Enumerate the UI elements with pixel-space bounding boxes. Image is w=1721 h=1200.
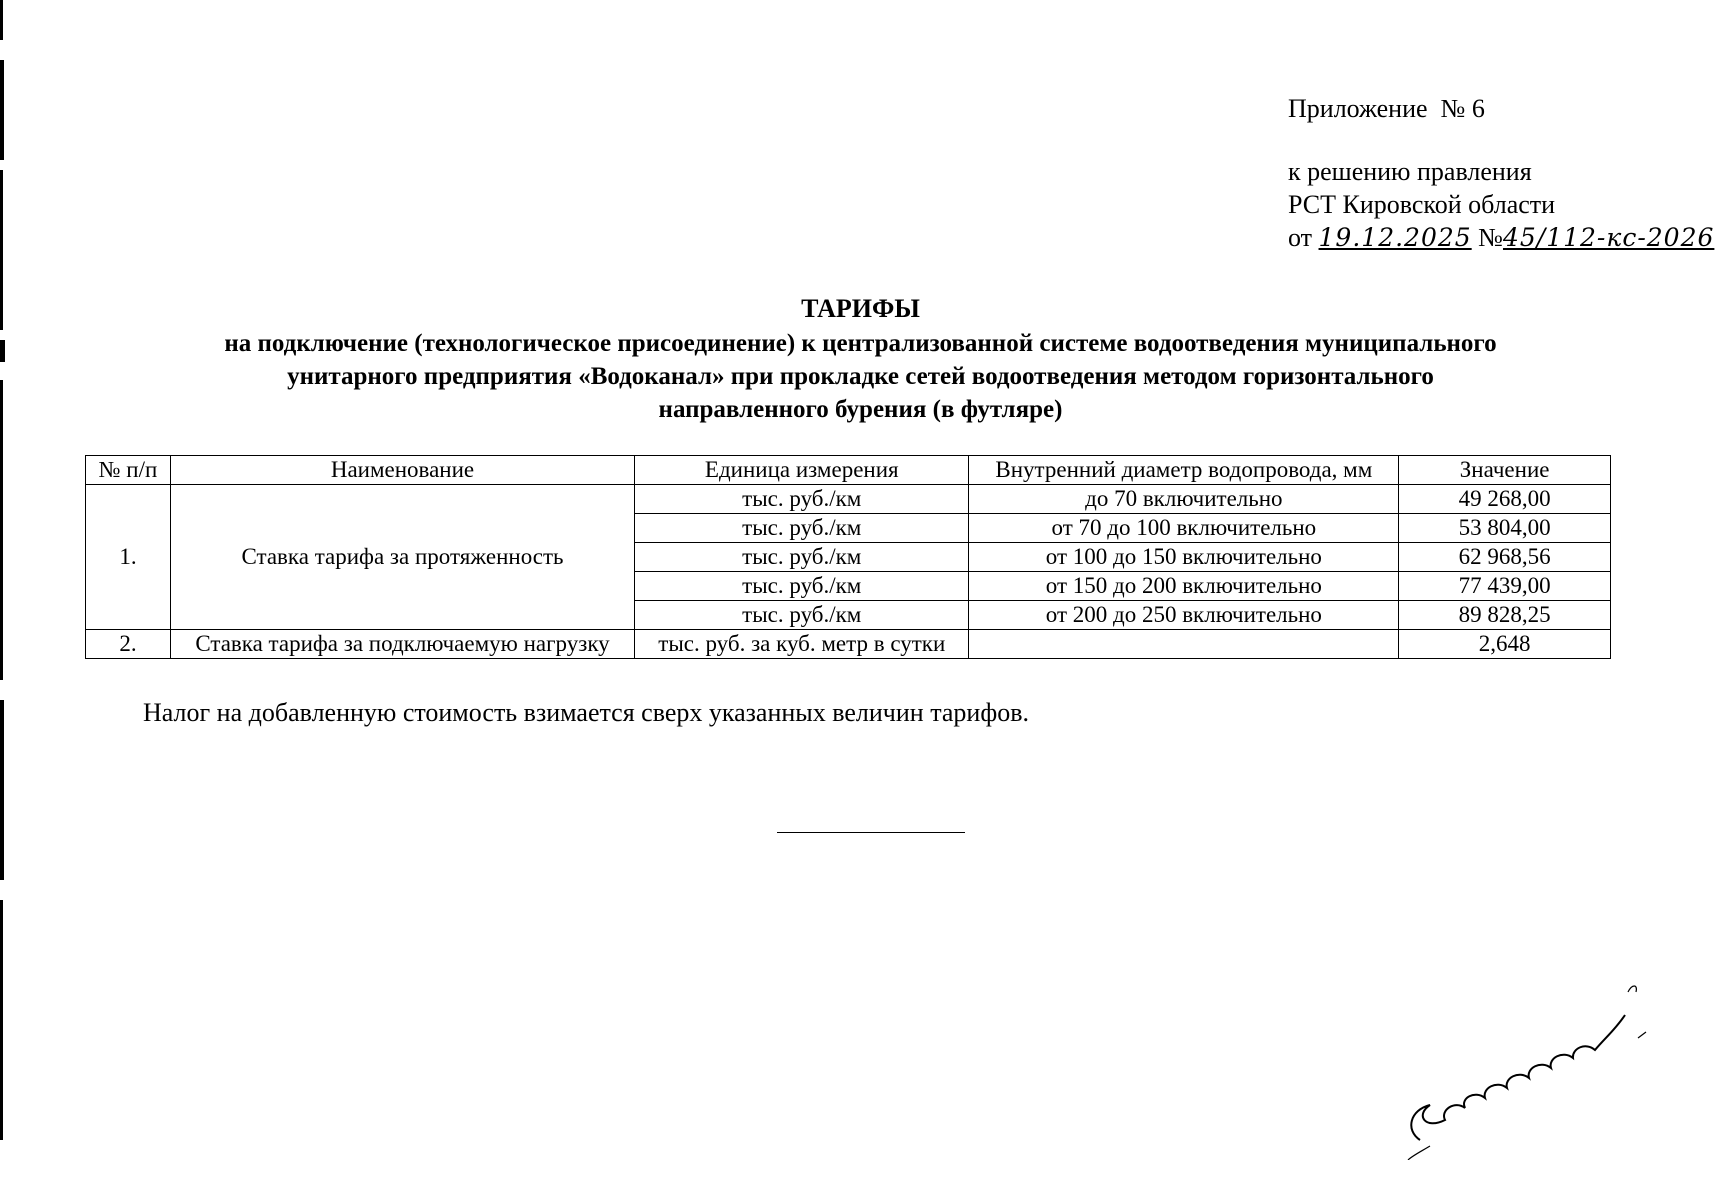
value-cell: 49 268,00 — [1399, 485, 1611, 514]
diameter-cell: от 200 до 250 включительно — [969, 601, 1399, 630]
unit-cell: тыс. руб. за куб. метр в сутки — [635, 630, 969, 659]
row-name-1: Ставка тарифа за протяженность — [170, 485, 634, 630]
diameter-cell: от 100 до 150 включительно — [969, 543, 1399, 572]
document-title — [0, 292, 1721, 426]
row-number-2: 2. — [86, 630, 171, 659]
title-main: ТАРИФЫ — [801, 294, 920, 323]
table-header-row — [86, 456, 1611, 485]
header-name: Наименование — [170, 456, 634, 485]
value-cell: 89 828,25 — [1399, 601, 1611, 630]
diameter-cell: до 70 включительно — [969, 485, 1399, 514]
scan-edge-artifact — [0, 0, 6, 1200]
row-name-2: Ставка тарифа за подключаемую нагрузку — [170, 630, 634, 659]
unit-cell: тыс. руб./км — [635, 485, 969, 514]
diameter-cell — [969, 630, 1399, 659]
unit-cell: тыс. руб./км — [635, 543, 969, 572]
diameter-cell: от 150 до 200 включительно — [969, 572, 1399, 601]
value-cell: 62 968,56 — [1399, 543, 1611, 572]
table-row — [86, 485, 1611, 514]
appendix-number: Приложение № 6 — [1288, 94, 1485, 123]
signature — [1400, 970, 1670, 1160]
handwritten-number: 45/112-кс-2026 — [1502, 223, 1715, 252]
date-prefix: от — [1288, 223, 1313, 252]
header-diameter: Внутренний диаметр водопровода, мм — [969, 456, 1399, 485]
appendix-authority: РСТ Кировской области — [1288, 190, 1556, 219]
unit-cell: тыс. руб./км — [635, 601, 969, 630]
unit-cell: тыс. руб./км — [635, 514, 969, 543]
title-subtitle-line-3: направленного бурения (в футляре) — [658, 396, 1063, 423]
appendix-decision-line: к решению правления — [1288, 157, 1532, 186]
title-subtitle-line-2: унитарного предприятия «Водоканал» при прокладке сетей водоотведения методом горизонтального — [287, 363, 1434, 390]
table-row — [86, 630, 1611, 659]
row-number-1: 1. — [86, 485, 171, 630]
value-cell: 2,648 — [1399, 630, 1611, 659]
value-cell: 53 804,00 — [1399, 514, 1611, 543]
divider-line — [777, 832, 965, 833]
header-unit: Единица измерения — [635, 456, 969, 485]
tariff-table — [85, 455, 1611, 659]
unit-cell: тыс. руб./км — [635, 572, 969, 601]
header-number: № п/п — [86, 456, 171, 485]
title-subtitle-line-1: на подключение (технологическое присоединение) к централизованной системе водоотведения муниципального — [224, 330, 1497, 357]
handwritten-date: 19.12.2025 — [1318, 223, 1472, 252]
appendix-date-line — [1288, 221, 1714, 254]
diameter-cell: от 70 до 100 включительно — [969, 514, 1399, 543]
vat-note: Налог на добавленную стоимость взимается сверх указанных величин тарифов. — [143, 698, 1029, 727]
number-prefix: № — [1478, 223, 1503, 252]
appendix-block — [1288, 92, 1714, 254]
value-cell: 77 439,00 — [1399, 572, 1611, 601]
header-value: Значение — [1399, 456, 1611, 485]
